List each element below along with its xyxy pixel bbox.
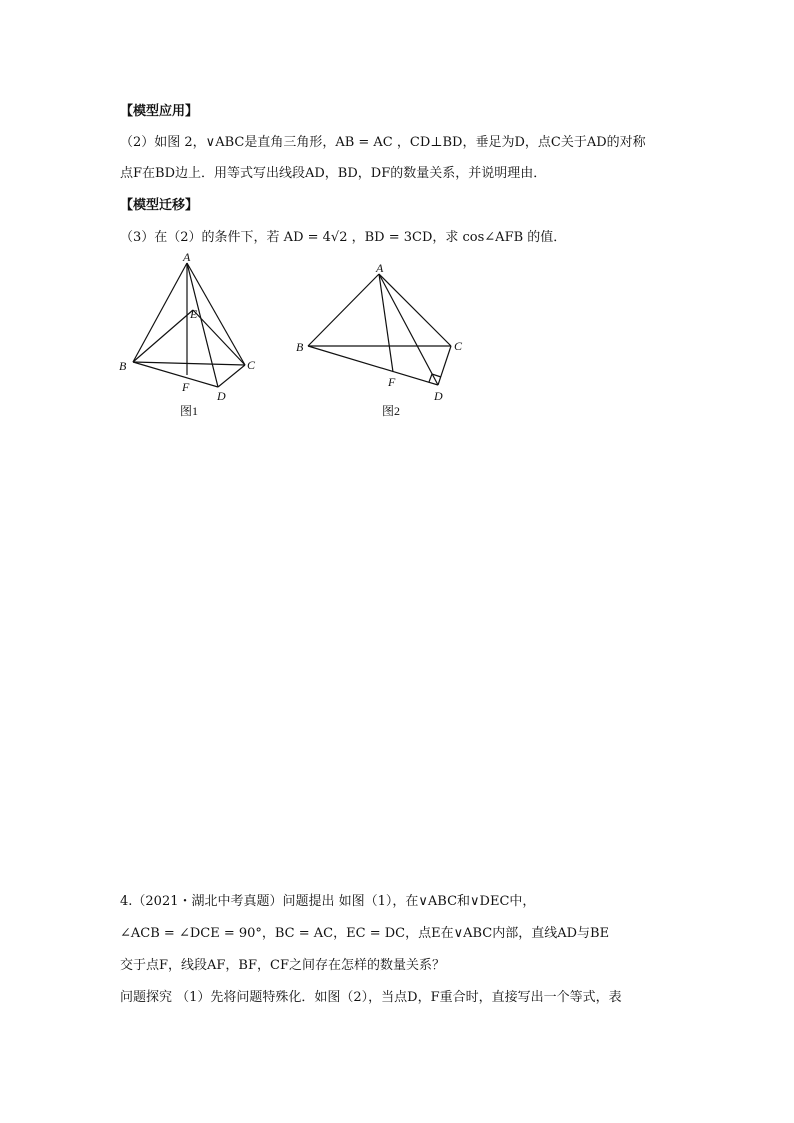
label-b: B [119, 359, 127, 373]
problem-4-line-2: ∠ACB = ∠DCE = 90°，BC = AC，EC = DC，点E在∨ABC内部，直线AD与BE [120, 926, 610, 941]
label-f: F [388, 375, 396, 389]
label-e: E [190, 307, 198, 321]
segment-af [379, 274, 393, 372]
figure-2 [290, 255, 480, 420]
problem-4-line-1: 4.（2021・湖北中考真题）问题提出 如图（1），在∨ABC和∨DEC中， [120, 894, 536, 909]
label-f: F [182, 380, 190, 394]
segment-ad [187, 263, 218, 387]
label-b: B [296, 340, 304, 354]
segment-ac [379, 274, 451, 346]
label-c: C [454, 339, 463, 353]
segment-ab [133, 263, 187, 362]
segment-ad [379, 274, 438, 385]
segment-ab [308, 274, 379, 346]
label-c: C [247, 358, 256, 372]
segment-be [133, 310, 193, 362]
label-a: A [376, 261, 384, 275]
problem-4-line-4: 问题探究 （1）先将问题特殊化．如图（2），当点D，F重合时，直接写出一个等式，表 [120, 990, 622, 1005]
segment-cd [438, 346, 451, 385]
question-2-line-2: 点F在BD边上．用等式写出线段AD，BD，DF的数量关系，并说明理由． [120, 166, 547, 181]
segment-bd [308, 346, 438, 385]
heading-model-application: 【模型应用】 [120, 104, 199, 119]
problem-4-line-3: 交于点F，线段AF，BF，CF之间存在怎样的数量关系？ [120, 958, 445, 973]
label-d: D [434, 389, 443, 403]
heading-model-transfer: 【模型迁移】 [120, 198, 199, 213]
segment-dc [218, 365, 245, 387]
question-3-line-1: （3）在（2）的条件下，若 AD = 4√2 ，BD = 3CD，求 cos∠AFB 的值． [120, 230, 567, 245]
label-a: A [183, 250, 191, 264]
question-2-line-1: （2）如图 2，∨ABC是直角三角形，AB = AC ，CD⊥BD，垂足为D，点C关于AD的对称 [120, 135, 646, 150]
segment-bd [133, 362, 218, 387]
figure-2-caption: 图2 [382, 404, 401, 418]
segment-bc [133, 362, 245, 365]
figure-1 [110, 250, 270, 420]
figure-1-caption: 图1 [180, 404, 199, 418]
label-d: D [217, 389, 226, 403]
